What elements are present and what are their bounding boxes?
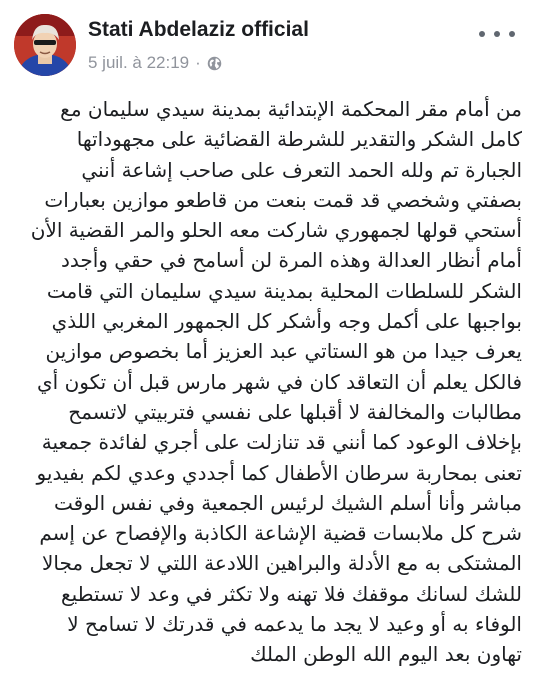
post-text-line: مباشر وأنا أسلم الشيك لرئيس الجمعية وفي نفس الوقت [53,490,522,515]
post-text-line: المشتكى به مع الأدلة والبراهين اللادعة اللتي لا تجعل مجالا [41,551,522,576]
post-text-line: تهاون بعد اليوم الله الوطن الملك [250,642,522,667]
post-timestamp[interactable]: 5 juil. à 22:19 [88,53,190,72]
post-text-line: بإخلاف الوعود كما أنني قد تنازلت على أجري لفائدة جمعية [41,430,522,455]
author-name[interactable]: Stati Abdelaziz official [88,18,309,41]
globe-icon[interactable] [207,56,222,71]
post-text-line: مطالبات والمخالفة لا أقبلها على نفسي فتربيتي لاتسمح [68,399,522,424]
more-options-icon-dot [509,31,515,37]
post-text-line: بصفتي وشخصي قد قمت بنعت من قاطعو موازين بعبارات [44,187,522,212]
avatar-image [14,14,76,76]
post-text-line: الجبارة تم ولله الحمد التعرف على صاحب إشاعة أنني [81,157,522,182]
post-text-line: للشك لسانك موقفك فلا تهنه ولا تكثر في وعد لا تستطيع [60,581,522,606]
post-text-line: من أمام مقر المحكمة الإبتدائية بمدينة سيدي سليمان مع [60,97,522,121]
post-text-line: أمام أنظار العدالة وهذه المرة لن أسامح في حقي وأجدد [60,248,522,273]
post-text-line: تعنى بمحاربة سرطان الأطفال كما أجددي وعدي لكم بفيديو [36,460,522,485]
post-text-line: الشكر للسلطات المحلية بمدينة سيدي سليمان التي قامت [46,278,522,303]
more-options-icon-dot [494,31,500,37]
more-options-icon [479,31,485,37]
post-text-line: فالكل يعلم أن التعاقد كان في شهر مارس قبل أن تكون أي [37,369,522,394]
more-options-button[interactable] [479,22,515,46]
post-text-line: يعرف جيدا من هو الستاتي عبد العزيز أما بخصوص موازين [45,339,522,364]
post-header [0,0,537,90]
post-text-line: كامل الشكر والتقدير للشرطة القضائية على مجهوداتها [76,127,522,152]
post-text-line: شرح كل ملابسات قضية الإشاعة الكاذبة والإفصاح عن إسم [39,521,522,546]
post-text-line: بواجبها على أكمل وجه وأشكر كل الجمهور المغربي اللذي [51,309,522,334]
avatar[interactable] [14,14,76,76]
meta-separator: · [195,53,201,72]
post-meta [88,52,222,74]
post-text-line: أستحي قولها لجمهوري شاركت معه الحلو والمر القضية الأن [30,218,522,243]
post-text [14,94,522,670]
post-text-line: الوفاء به أو وعيد لا يجد ما يدعمه في قدرتك لا تسامح لا [67,612,522,637]
